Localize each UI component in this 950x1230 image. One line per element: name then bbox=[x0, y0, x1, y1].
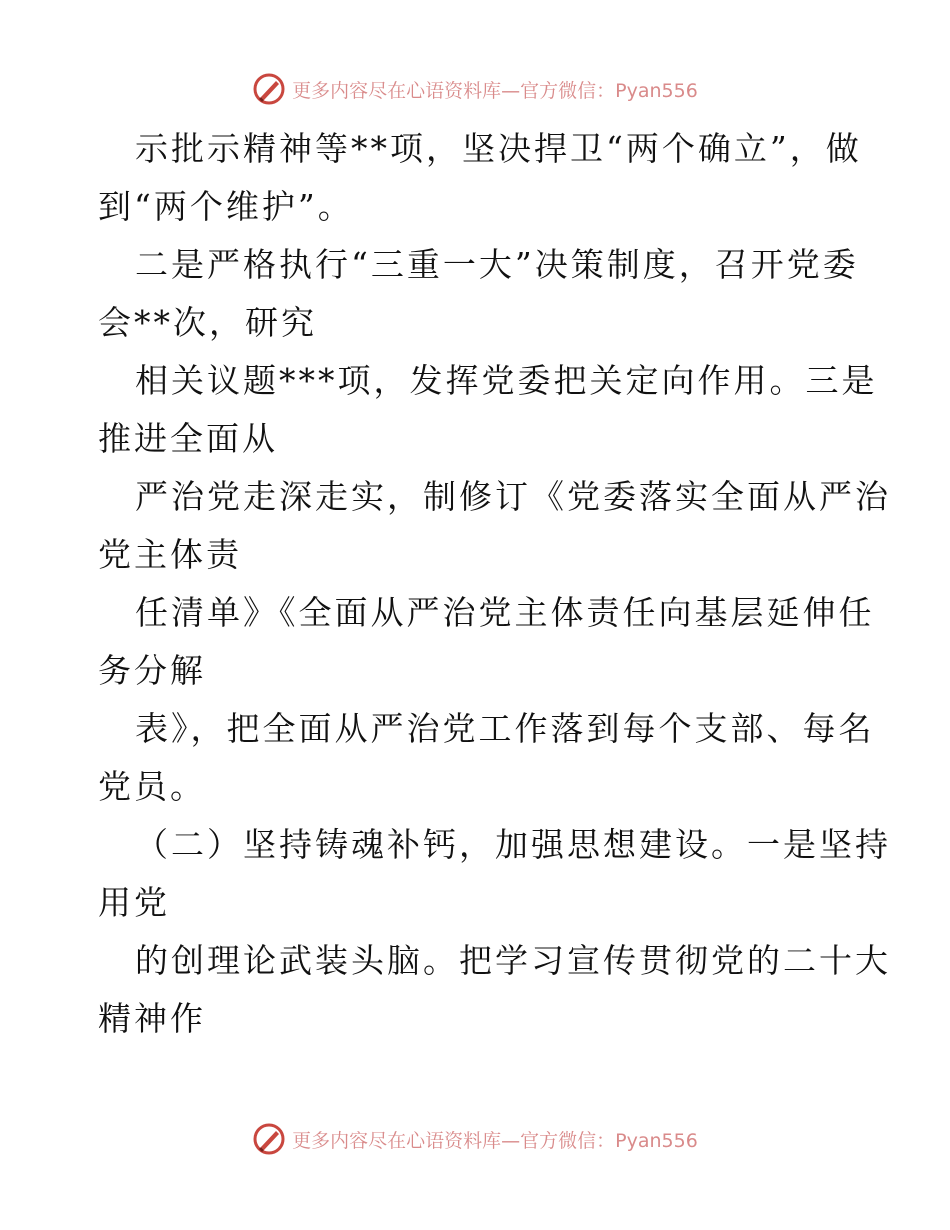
header-watermark-text: 更多内容尽在心语资料库—官方微信：Pyan556 bbox=[292, 79, 698, 102]
footer-watermark bbox=[0, 1122, 950, 1156]
body-line: 推进全面从 bbox=[98, 419, 278, 458]
body-line: 到“两个维护”。 bbox=[98, 187, 354, 226]
body-line: 表》，把全面从严治党工作落到每个支部、每名 bbox=[135, 709, 875, 748]
body-line: 党员。 bbox=[98, 767, 206, 806]
body-line: 二是严格执行“三重一大”决策制度，召开党委 bbox=[135, 245, 859, 284]
body-line: 相关议题***项，发挥党委把关定向作用。三是 bbox=[135, 361, 878, 400]
body-line: 党主体责 bbox=[98, 535, 242, 574]
header-watermark bbox=[0, 72, 950, 106]
body-line: 精神作 bbox=[98, 999, 206, 1038]
body-line: 任清单》《全面从严治党主体责任向基层延伸任 bbox=[135, 593, 875, 632]
body-line: （二）坚持铸魂补钙，加强思想建设。一是坚持 bbox=[135, 825, 891, 864]
body-line: 示批示精神等**项，坚决捍卫“两个确立”，做 bbox=[135, 129, 862, 168]
watermark-logo-icon bbox=[252, 1122, 286, 1156]
footer-watermark-text: 更多内容尽在心语资料库—官方微信：Pyan556 bbox=[292, 1129, 698, 1152]
document-body bbox=[98, 120, 891, 1048]
body-line: 务分解 bbox=[98, 651, 206, 690]
body-line: 会**次，研究 bbox=[98, 303, 317, 342]
body-line: 的创理论武装头脑。把学习宣传贯彻党的二十大 bbox=[135, 941, 891, 980]
body-line: 严治党走深走实，制修订《党委落实全面从严治 bbox=[135, 477, 891, 516]
watermark-logo-icon bbox=[252, 72, 286, 106]
body-line: 用党 bbox=[98, 883, 170, 922]
